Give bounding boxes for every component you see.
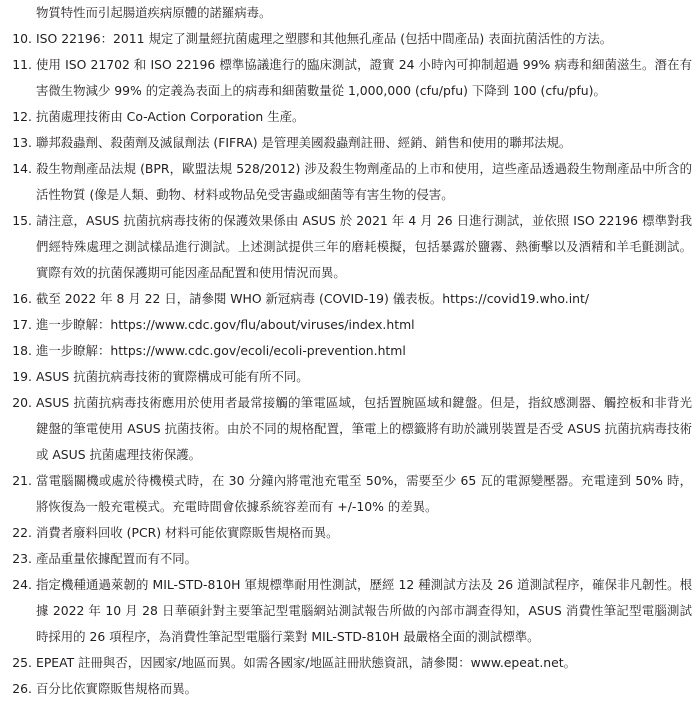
list-item-text: 請注意，ASUS 抗菌抗病毒技術的保護效果係由 ASUS 於 2021 年 4 月 26 日進行測試，並依照 ISO 22196 標準對我們經特殊處理之測試樣品進行測試。上述測試提供三年的磨耗模擬，包括暴露於鹽霧、熱衝擊以及酒精和羊毛氈測試。實際有效的抗菌保護期可能因產品配置和使用情況而異。 [36, 213, 692, 280]
list-item-text: 消費者廢料回收 (PCR) 材料可能依實際販售規格而異。 [36, 525, 339, 540]
list-item-text: 進一步瞭解：https://www.cdc.gov/ecoli/ecoli-prevention.html [36, 343, 406, 358]
list-item [8, 52, 692, 104]
list-item-number: 13. [12, 135, 32, 150]
list-item [8, 676, 692, 702]
list-item [8, 286, 692, 312]
list-item-text: 聯邦殺蟲劑、殺菌劑及滅鼠劑法 (FIFRA) 是管理美國殺蟲劑註冊、經銷、銷售和使用的聯邦法規。 [36, 135, 572, 150]
list-item-number: 10. [12, 31, 32, 46]
footnote-list [8, 26, 692, 702]
list-item [8, 312, 692, 338]
list-item-number: 16. [12, 291, 32, 306]
list-item-text: ISO 22196：2011 規定了測量經抗菌處理之塑膠和其他無孔產品 (包括中間產品) 表面抗菌活性的方法。 [36, 31, 613, 46]
list-item-text: 進一步瞭解：https://www.cdc.gov/flu/about/viruses/index.html [36, 317, 415, 332]
list-item [8, 468, 692, 520]
list-item-text: 產品重量依據配置而有不同。 [36, 551, 198, 566]
list-item-text: 截至 2022 年 8 月 22 日，請參閱 WHO 新冠病毒 (COVID-19) 儀表板。https://covid19.who.int/ [36, 291, 590, 306]
list-item [8, 130, 692, 156]
list-item-number: 19. [12, 369, 32, 384]
list-item-number: 12. [12, 109, 32, 124]
list-item [8, 104, 692, 130]
list-item-text: EPEAT 註冊與否，因國家/地區而異。如需各國家/地區註冊狀態資訊，請參閱：www.epeat.net。 [36, 655, 577, 670]
list-item-number: 15. [12, 213, 32, 228]
list-item [8, 390, 692, 468]
list-item [8, 650, 692, 676]
list-item-number: 23. [12, 551, 32, 566]
list-item-number: 14. [12, 161, 32, 176]
list-item-number: 22. [12, 525, 32, 540]
list-item-number: 21. [12, 473, 32, 488]
list-item [8, 520, 692, 546]
list-item-text: 指定機種通過萊韌的 MIL-STD-810H 軍規標準耐用性測試，歷經 12 種測試方法及 26 道測試程序，確保非凡韌性。根據 2022 年 10 月 28 日華碩針對主要筆記型電腦網站測試報告所做的內部市調查得知，ASUS 消費性筆記型電腦測試時採用的 26 項程序，為消費性筆記型電腦行業對 MIL-STD-810H 最嚴格全面的測試標準。 [36, 577, 692, 644]
list-item-number: 11. [12, 57, 32, 72]
list-item-number: 25. [12, 655, 32, 670]
list-item [8, 546, 692, 572]
list-item-number: 26. [12, 681, 32, 696]
intro-paragraph: 物質特性而引起腸道疾病原體的諾羅病毒。 [36, 5, 272, 20]
list-item-text: 抗菌處理技術由 Co-Action Corporation 生產。 [36, 109, 305, 124]
list-item [8, 208, 692, 286]
list-item-text: 殺生物劑產品法規 (BPR，歐盟法規 528/2012) 涉及殺生物劑產品的上市和使用，這些產品透過殺生物劑產品中所含的活性物質 (像是人類、動物、材料或物品免受害蟲或細菌等有害生物的侵害。 [36, 161, 692, 202]
list-item-text: 當電腦關機或處於待機模式時，在 30 分鐘內將電池充電至 50%，需要至少 65 瓦的電源變壓器。充電達到 50% 時，將恢復為一般充電模式。充電時間會依據系統容差而有 +/-10% 的差異。 [36, 473, 692, 514]
list-item [8, 364, 692, 390]
list-item-number: 18. [12, 343, 32, 358]
list-item-text: ASUS 抗菌抗病毒技術應用於使用者最常接觸的筆電區域，包括置腕區域和鍵盤。但是，指紋感測器、觸控板和非背光鍵盤的筆電使用 ASUS 抗菌技術。由於不同的規格配置，筆電上的標籤將有助於識別裝置是否受 ASUS 抗菌抗病毒技術或 ASUS 抗菌處理技術保護。 [36, 395, 692, 462]
list-item-text: ASUS 抗菌抗病毒技術的實際構成可能有所不同。 [36, 369, 309, 384]
list-item [8, 156, 692, 208]
list-item-text: 百分比依實際販售規格而異。 [36, 681, 198, 696]
list-item-number: 17. [12, 317, 32, 332]
list-item [8, 338, 692, 364]
list-item-number: 24. [12, 577, 32, 592]
list-item-text: 使用 ISO 21702 和 ISO 22196 標準協議進行的臨床測試，證實 24 小時內可抑制超過 99% 病毒和細菌滋生。潛在有害微生物減少 99% 的定義為表面上的病毒和細菌數量從 1,000,000 (cfu/pfu) 下降到 100 (cfu/pfu)。 [36, 57, 692, 98]
list-item [8, 572, 692, 650]
list-item [8, 26, 692, 52]
list-item-number: 20. [12, 395, 32, 410]
